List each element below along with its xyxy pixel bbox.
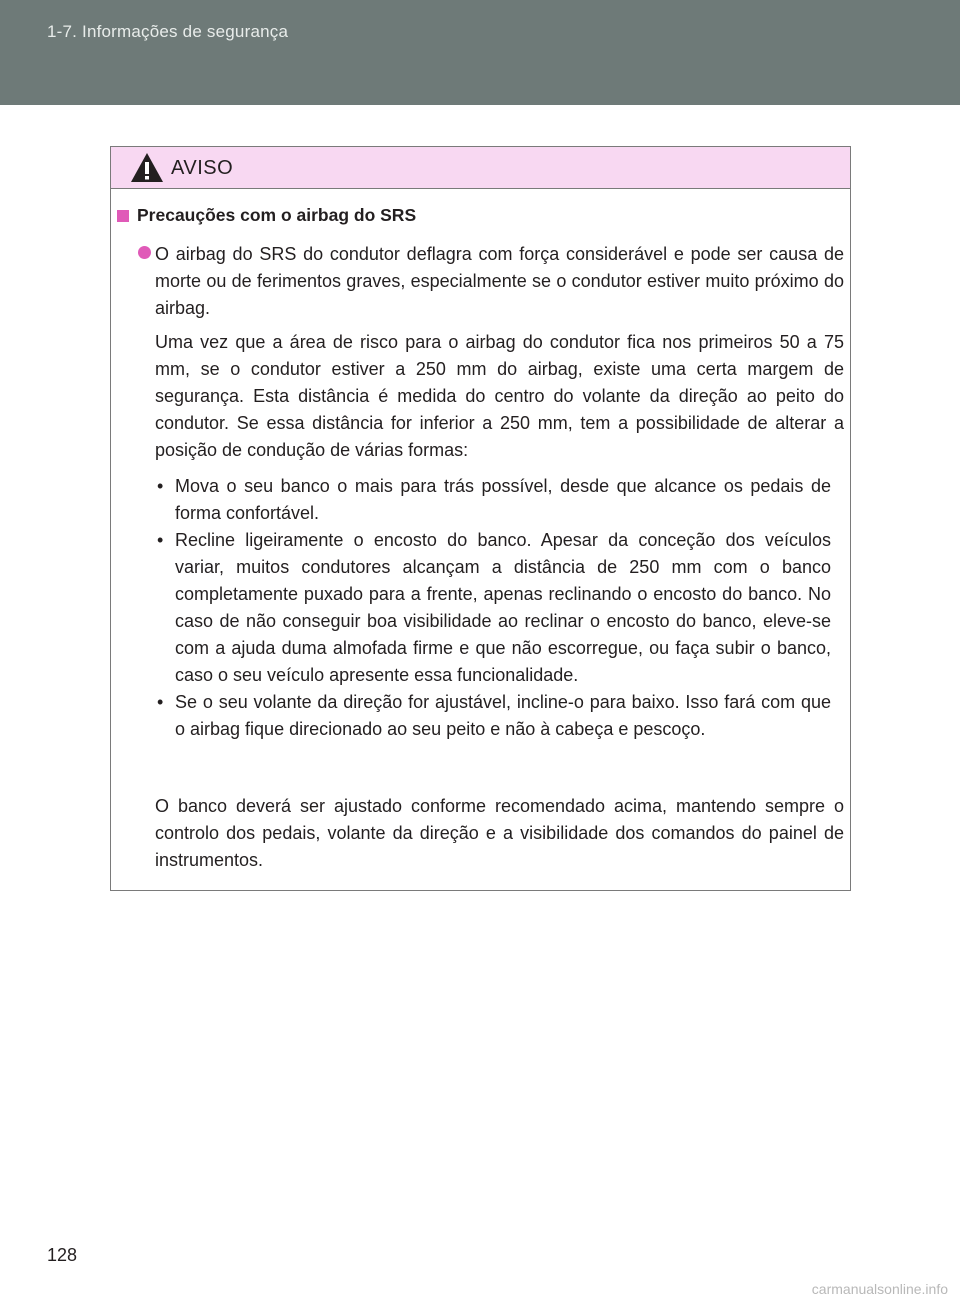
list-bullet: • — [157, 476, 164, 496]
list-bullet: • — [157, 530, 164, 550]
adjustment-list — [155, 473, 831, 743]
header-bar — [0, 0, 960, 105]
risk-area-paragraph: Uma vez que a área de risco para o airbag do condutor fica nos primeiros 50 a 75 mm, se o condutor estiver a 250 mm do airbag, existe uma certa margem de segurança. Esta distância é medida do centro do volante da direção ao peito do condutor. Se essa distância for inferior a 250 mm, tem a possibilidade de alterar a posição de condução de várias formas: — [155, 332, 844, 460]
list-item-text: Recline ligeiramente o encosto do banco. Apesar da conceção dos veículos variar, muitos condutores alcançam a distância de 250 mm com o banco completamente puxado para a frente, apenas reclinando o encosto do banco. No caso de não conseguir boa visibilidade ao reclinar o encosto do banco, eleve-se com a ajuda duma almofada firme e que não escorregue, ou faça subir o banco, caso o seu veículo apresente essa funcionalidade. — [175, 530, 831, 685]
round-bullet-icon — [138, 246, 151, 259]
list-item-text: Mova o seu banco o mais para trás possível, desde que alcance os pedais de forma confortável. — [175, 476, 831, 523]
square-bullet-icon — [117, 210, 129, 222]
section-heading — [117, 205, 416, 226]
warning-header — [111, 147, 850, 189]
warning-label: AVISO — [171, 157, 234, 179]
section-heading-text: Precauções com o airbag do SRS — [137, 205, 417, 225]
list-item — [155, 527, 831, 689]
page-number: 128 — [47, 1245, 78, 1265]
closing-paragraph: O banco deverá ser ajustado conforme recomendado acima, mantendo sempre o controlo dos pedais, volante da direção e a visibilidade dos comandos do painel de instrumentos. — [155, 796, 844, 870]
bullet-paragraph: O airbag do SRS do condutor deflagra com força considerável e pode ser causa de morte ou de ferimentos graves, especialmente se o condutor estiver muito próximo do airbag. — [155, 244, 844, 318]
list-bullet: • — [157, 692, 164, 712]
list-item — [155, 689, 831, 743]
watermark: carmanualsonline.info — [811, 1281, 948, 1297]
warning-triangle-icon — [130, 152, 164, 184]
list-item-text: Se o seu volante da direção for ajustável, incline-o para baixo. Isso fará com que o airbag fique direcionado ao seu peito e não à cabeça e pescoço. — [175, 692, 831, 739]
list-item — [155, 473, 831, 527]
warning-box — [110, 146, 851, 891]
section-title: 1-7. Informações de segurança — [47, 22, 289, 41]
